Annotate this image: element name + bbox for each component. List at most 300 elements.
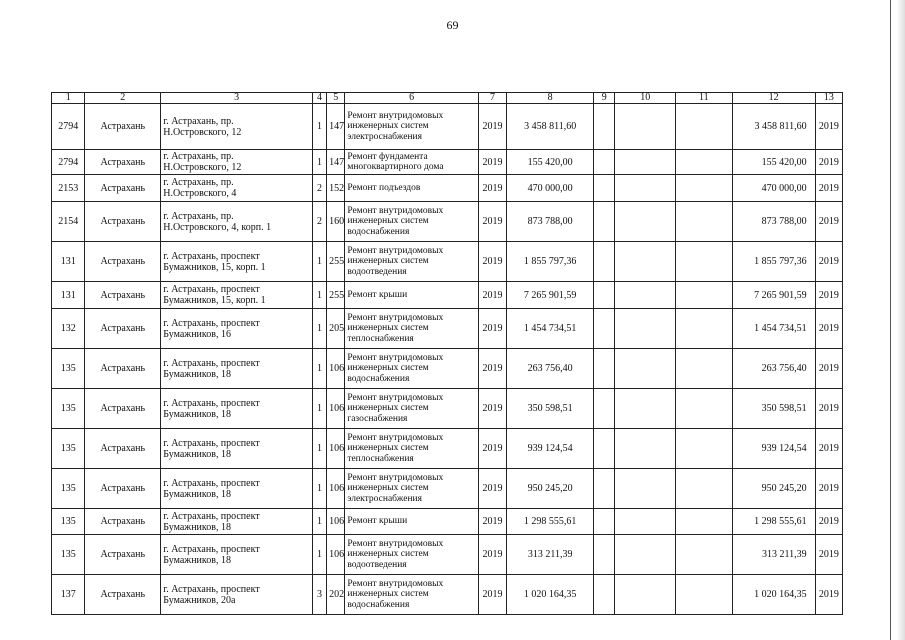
end-year-cell: [815, 509, 842, 535]
entrance-count-text: 2: [317, 216, 323, 227]
cost-text: 939 124,54: [527, 443, 573, 454]
table-row: [52, 469, 843, 509]
work-type-text: Ремонт внутридомовых инженерных систем водоснабжения: [347, 352, 444, 384]
address-text: г. Астрахань, проспект Бумажников, 18: [163, 543, 260, 566]
cost-cell: [507, 389, 594, 429]
record-id-text: 135: [60, 363, 76, 374]
start-year-cell: [478, 469, 506, 509]
cost-text: 1 298 555,61: [523, 516, 577, 527]
municipality-cell: [85, 104, 161, 150]
building-number-text: 106: [329, 483, 345, 494]
table-row: [52, 150, 843, 175]
column-header: 6: [345, 93, 479, 104]
record-id-text: 131: [60, 289, 76, 301]
building-number-text: 202: [329, 589, 345, 600]
empty-cell-11: [676, 509, 733, 535]
entrance-count-text: 3: [317, 589, 323, 600]
entrance-count-text: 1: [317, 256, 323, 267]
empty-cell-11: [676, 575, 733, 615]
table-row: [52, 575, 843, 615]
column-header: 8: [507, 93, 594, 104]
empty-cell-11: [676, 535, 733, 575]
column-header: 5: [327, 93, 345, 104]
total-cost-cell: [732, 469, 815, 509]
empty-cell-9: [594, 104, 615, 150]
column-header: 2: [85, 93, 161, 104]
municipality-cell: [85, 175, 161, 202]
building-number-cell: [327, 282, 345, 309]
end-year-cell: [815, 429, 842, 469]
record-id-cell: [52, 202, 85, 242]
municipality-text: Астрахань: [100, 549, 146, 560]
entrance-count-cell: [312, 104, 326, 150]
end-year-text: 2019: [818, 182, 839, 194]
empty-cell-10: [615, 282, 676, 309]
work-type-cell: [345, 429, 479, 469]
municipality-cell: [85, 469, 161, 509]
building-number-text: 205: [329, 323, 345, 334]
scan-edge-line: [890, 0, 891, 640]
address-text: г. Астрахань, проспект Бумажников, 18: [163, 510, 260, 533]
record-id-cell: [52, 242, 85, 282]
work-type-cell: [345, 389, 479, 429]
record-id-text: 135: [60, 403, 76, 414]
cost-text: 3 458 811,60: [524, 121, 577, 132]
cost-text: 470 000,00: [527, 182, 573, 194]
total-cost-cell: [732, 242, 815, 282]
address-cell: [161, 509, 313, 535]
total-cost-cell: [732, 389, 815, 429]
empty-cell-10: [615, 469, 676, 509]
empty-cell-11: [676, 429, 733, 469]
column-header: 4: [312, 93, 326, 104]
municipality-text: Астрахань: [100, 323, 146, 334]
address-cell: [161, 429, 313, 469]
entrance-count-cell: [312, 309, 326, 349]
record-id-text: 137: [60, 589, 76, 600]
address-cell: [161, 389, 313, 429]
municipality-cell: [85, 349, 161, 389]
empty-cell-11: [676, 349, 733, 389]
empty-cell-9: [594, 349, 615, 389]
start-year-text: 2019: [482, 121, 503, 132]
work-type-text: Ремонт внутридомовых инженерных систем водоотведения: [347, 245, 444, 277]
end-year-text: 2019: [818, 156, 839, 168]
building-number-cell: [327, 469, 345, 509]
total-cost-text: 1 855 797,36: [754, 256, 807, 267]
municipality-text: Астрахань: [100, 182, 146, 194]
record-id-text: 2153: [58, 182, 79, 194]
municipality-cell: [85, 242, 161, 282]
start-year-text: 2019: [482, 216, 503, 227]
total-cost-text: 470 000,00: [761, 182, 807, 194]
total-cost-text: 350 598,51: [761, 403, 807, 414]
cost-cell: [507, 575, 594, 615]
column-header: 12: [732, 93, 815, 104]
end-year-cell: [815, 175, 842, 202]
start-year-text: 2019: [482, 403, 503, 414]
address-cell: [161, 150, 313, 175]
building-number-cell: [327, 309, 345, 349]
empty-cell-10: [615, 202, 676, 242]
building-number-text: 106: [329, 516, 345, 527]
municipality-text: Астрахань: [100, 363, 146, 374]
municipality-cell: [85, 535, 161, 575]
record-id-cell: [52, 309, 85, 349]
cost-text: 873 788,00: [527, 216, 573, 227]
work-type-text: Ремонт внутридомовых инженерных систем водоснабжения: [347, 578, 444, 610]
total-cost-text: 939 124,54: [761, 443, 807, 454]
entrance-count-text: 1: [317, 483, 323, 494]
entrance-count-cell: [312, 202, 326, 242]
start-year-cell: [478, 509, 506, 535]
municipality-text: Астрахань: [100, 403, 146, 414]
table-row: [52, 104, 843, 150]
total-cost-text: 873 788,00: [761, 216, 807, 227]
municipality-text: Астрахань: [100, 289, 146, 301]
address-text: г. Астрахань, проспект Бумажников, 20а: [163, 583, 260, 606]
end-year-cell: [815, 469, 842, 509]
table-row: [52, 509, 843, 535]
start-year-text: 2019: [482, 256, 503, 267]
record-id-cell: [52, 535, 85, 575]
start-year-cell: [478, 175, 506, 202]
address-cell: [161, 175, 313, 202]
table-row: [52, 535, 843, 575]
building-number-cell: [327, 429, 345, 469]
building-number-cell: [327, 150, 345, 175]
end-year-cell: [815, 202, 842, 242]
cost-cell: [507, 429, 594, 469]
cost-cell: [507, 309, 594, 349]
table-row: [52, 309, 843, 349]
building-number-cell: [327, 242, 345, 282]
start-year-text: 2019: [482, 289, 503, 301]
address-cell: [161, 309, 313, 349]
end-year-cell: [815, 575, 842, 615]
end-year-text: 2019: [818, 549, 839, 560]
empty-cell-11: [676, 282, 733, 309]
entrance-count-text: 1: [317, 363, 323, 374]
work-type-cell: [345, 202, 479, 242]
entrance-count-text: 1: [317, 443, 323, 454]
end-year-cell: [815, 282, 842, 309]
start-year-text: 2019: [482, 363, 503, 374]
empty-cell-9: [594, 242, 615, 282]
building-number-text: 160: [329, 216, 345, 227]
work-type-text: Ремонт крыши: [347, 516, 408, 527]
entrance-count-text: 1: [317, 323, 323, 334]
building-number-text: 106: [329, 403, 345, 414]
column-header: 3: [161, 93, 313, 104]
work-type-cell: [345, 575, 479, 615]
work-type-cell: [345, 349, 479, 389]
total-cost-text: 950 245,20: [761, 483, 807, 494]
work-type-cell: [345, 150, 479, 175]
column-header: 11: [676, 93, 733, 104]
municipality-text: Астрахань: [100, 156, 146, 168]
table-row: [52, 282, 843, 309]
end-year-cell: [815, 389, 842, 429]
building-number-cell: [327, 349, 345, 389]
start-year-text: 2019: [482, 483, 503, 494]
start-year-cell: [478, 104, 506, 150]
total-cost-text: 1 454 734,51: [754, 323, 807, 334]
cost-cell: [507, 242, 594, 282]
record-id-cell: [52, 509, 85, 535]
record-id-cell: [52, 469, 85, 509]
start-year-cell: [478, 349, 506, 389]
end-year-cell: [815, 150, 842, 175]
building-number-cell: [327, 202, 345, 242]
building-number-text: 106: [329, 443, 345, 454]
record-id-cell: [52, 575, 85, 615]
start-year-text: 2019: [482, 589, 503, 600]
end-year-text: 2019: [818, 323, 839, 334]
work-type-cell: [345, 535, 479, 575]
empty-cell-9: [594, 282, 615, 309]
table-row: [52, 242, 843, 282]
entrance-count-text: 1: [317, 516, 323, 527]
end-year-text: 2019: [818, 443, 839, 454]
building-number-text: 255: [329, 256, 345, 267]
entrance-count-text: 1: [317, 121, 323, 132]
end-year-cell: [815, 309, 842, 349]
record-id-cell: [52, 175, 85, 202]
start-year-cell: [478, 535, 506, 575]
municipality-cell: [85, 150, 161, 175]
empty-cell-9: [594, 509, 615, 535]
empty-cell-9: [594, 309, 615, 349]
table-row: [52, 429, 843, 469]
municipality-text: Астрахань: [100, 483, 146, 494]
start-year-text: 2019: [482, 516, 503, 527]
total-cost-cell: [732, 282, 815, 309]
work-type-text: Ремонт внутридомовых инженерных систем водоснабжения: [347, 205, 444, 237]
empty-cell-9: [594, 469, 615, 509]
empty-cell-10: [615, 509, 676, 535]
cost-cell: [507, 349, 594, 389]
cost-text: 155 420,00: [527, 156, 573, 168]
end-year-cell: [815, 535, 842, 575]
empty-cell-10: [615, 575, 676, 615]
scan-edge-shadow: [884, 0, 905, 640]
municipality-text: Астрахань: [100, 589, 146, 600]
address-text: г. Астрахань, проспект Бумажников, 15, корп. 1: [163, 284, 266, 306]
municipality-cell: [85, 509, 161, 535]
work-type-text: Ремонт внутридомовых инженерных систем электроснабжения: [347, 472, 444, 504]
work-type-cell: [345, 242, 479, 282]
empty-cell-10: [615, 429, 676, 469]
total-cost-text: 3 458 811,60: [754, 121, 807, 132]
cost-text: 950 245,20: [527, 483, 573, 494]
end-year-cell: [815, 242, 842, 282]
cost-cell: [507, 150, 594, 175]
cost-cell: [507, 175, 594, 202]
empty-cell-9: [594, 389, 615, 429]
address-text: г. Астрахань, проспект Бумажников, 18: [163, 397, 260, 420]
record-id-text: 131: [60, 256, 76, 267]
entrance-count-cell: [312, 535, 326, 575]
empty-cell-11: [676, 389, 733, 429]
empty-cell-11: [676, 469, 733, 509]
building-number-text: 106: [329, 363, 345, 374]
address-text: г. Астрахань, пр. Н.Островского, 12: [163, 151, 242, 173]
address-cell: [161, 349, 313, 389]
empty-cell-10: [615, 389, 676, 429]
cost-text: 313 211,39: [527, 549, 573, 560]
empty-cell-10: [615, 535, 676, 575]
column-header: 7: [478, 93, 506, 104]
end-year-cell: [815, 349, 842, 389]
record-id-cell: [52, 282, 85, 309]
page-number: 69: [446, 18, 459, 32]
cost-text: 1 020 164,35: [523, 589, 577, 600]
building-number-cell: [327, 104, 345, 150]
empty-cell-11: [676, 309, 733, 349]
municipality-cell: [85, 309, 161, 349]
entrance-count-cell: [312, 429, 326, 469]
building-number-text: 255: [329, 289, 345, 301]
start-year-text: 2019: [482, 549, 503, 560]
total-cost-cell: [732, 535, 815, 575]
building-number-text: 147: [329, 156, 345, 168]
cost-cell: [507, 469, 594, 509]
table-row: [52, 349, 843, 389]
total-cost-cell: [732, 150, 815, 175]
table-row: [52, 202, 843, 242]
entrance-count-cell: [312, 282, 326, 309]
end-year-text: 2019: [818, 483, 839, 494]
work-type-text: Ремонт внутридомовых инженерных систем водоотведения: [347, 538, 444, 570]
record-id-text: 135: [60, 443, 76, 454]
cost-cell: [507, 535, 594, 575]
municipality-cell: [85, 389, 161, 429]
table-row: [52, 389, 843, 429]
total-cost-text: 7 265 901,59: [754, 289, 807, 301]
total-cost-text: 155 420,00: [761, 156, 807, 168]
work-type-cell: [345, 309, 479, 349]
address-cell: [161, 535, 313, 575]
address-cell: [161, 282, 313, 309]
entrance-count-text: 1: [317, 289, 323, 301]
record-id-text: 135: [60, 483, 76, 494]
record-id-text: 135: [60, 516, 76, 527]
empty-cell-9: [594, 175, 615, 202]
empty-cell-9: [594, 150, 615, 175]
empty-cell-11: [676, 104, 733, 150]
repair-program-table: [51, 92, 843, 615]
cost-text: 1 855 797,36: [523, 256, 577, 267]
work-type-text: Ремонт фундамента многоквартирного дома: [347, 151, 444, 172]
address-cell: [161, 575, 313, 615]
empty-cell-10: [615, 309, 676, 349]
work-type-cell: [345, 175, 479, 202]
start-year-cell: [478, 429, 506, 469]
end-year-text: 2019: [818, 256, 839, 267]
record-id-cell: [52, 104, 85, 150]
total-cost-text: 313 211,39: [761, 549, 807, 560]
entrance-count-cell: [312, 349, 326, 389]
cost-text: 263 756,40: [527, 363, 573, 374]
entrance-count-cell: [312, 242, 326, 282]
empty-cell-10: [615, 175, 676, 202]
record-id-text: 2794: [58, 121, 79, 132]
entrance-count-text: 1: [317, 156, 323, 168]
empty-cell-9: [594, 575, 615, 615]
end-year-cell: [815, 104, 842, 150]
empty-cell-11: [676, 150, 733, 175]
building-number-cell: [327, 535, 345, 575]
work-type-cell: [345, 509, 479, 535]
entrance-count-cell: [312, 469, 326, 509]
entrance-count-text: 1: [317, 403, 323, 414]
address-text: г. Астрахань, проспект Бумажников, 15, корп. 1: [163, 250, 266, 273]
work-type-text: Ремонт крыши: [347, 289, 408, 300]
column-header: 1: [52, 93, 85, 104]
building-number-cell: [327, 175, 345, 202]
record-id-cell: [52, 429, 85, 469]
total-cost-cell: [732, 509, 815, 535]
end-year-text: 2019: [818, 121, 839, 132]
work-type-cell: [345, 282, 479, 309]
start-year-text: 2019: [482, 156, 503, 168]
empty-cell-10: [615, 242, 676, 282]
work-type-cell: [345, 469, 479, 509]
start-year-cell: [478, 150, 506, 175]
column-header: 9: [594, 93, 615, 104]
address-text: г. Астрахань, проспект Бумажников, 16: [163, 317, 260, 340]
building-number-text: 152: [329, 182, 345, 194]
municipality-cell: [85, 429, 161, 469]
record-id-text: 132: [60, 323, 76, 334]
work-type-text: Ремонт внутридомовых инженерных систем теплоснабжения: [347, 432, 444, 464]
work-type-text: Ремонт подъездов: [347, 182, 421, 193]
address-text: г. Астрахань, проспект Бумажников, 18: [163, 437, 260, 460]
building-number-cell: [327, 509, 345, 535]
address-text: г. Астрахань, проспект Бумажников, 18: [163, 357, 260, 380]
address-text: г. Астрахань, пр. Н.Островского, 12: [163, 115, 242, 138]
entrance-count-cell: [312, 150, 326, 175]
work-type-text: Ремонт внутридомовых инженерных систем газоснабжения: [347, 392, 444, 424]
cost-cell: [507, 282, 594, 309]
municipality-text: Астрахань: [100, 216, 146, 227]
total-cost-cell: [732, 349, 815, 389]
table-row: [52, 175, 843, 202]
start-year-text: 2019: [482, 443, 503, 454]
building-number-text: 106: [329, 549, 345, 560]
empty-cell-10: [615, 349, 676, 389]
record-id-cell: [52, 389, 85, 429]
address-text: г. Астрахань, проспект Бумажников, 18: [163, 477, 260, 500]
empty-cell-9: [594, 429, 615, 469]
empty-cell-9: [594, 535, 615, 575]
end-year-text: 2019: [818, 516, 839, 527]
address-cell: [161, 202, 313, 242]
start-year-cell: [478, 282, 506, 309]
start-year-cell: [478, 389, 506, 429]
column-header: 13: [815, 93, 842, 104]
municipality-cell: [85, 282, 161, 309]
entrance-count-text: 2: [317, 182, 323, 194]
municipality-cell: [85, 202, 161, 242]
building-number-cell: [327, 575, 345, 615]
record-id-cell: [52, 150, 85, 175]
end-year-text: 2019: [818, 363, 839, 374]
building-number-text: 147: [329, 121, 345, 132]
municipality-text: Астрахань: [100, 443, 146, 454]
cost-cell: [507, 202, 594, 242]
